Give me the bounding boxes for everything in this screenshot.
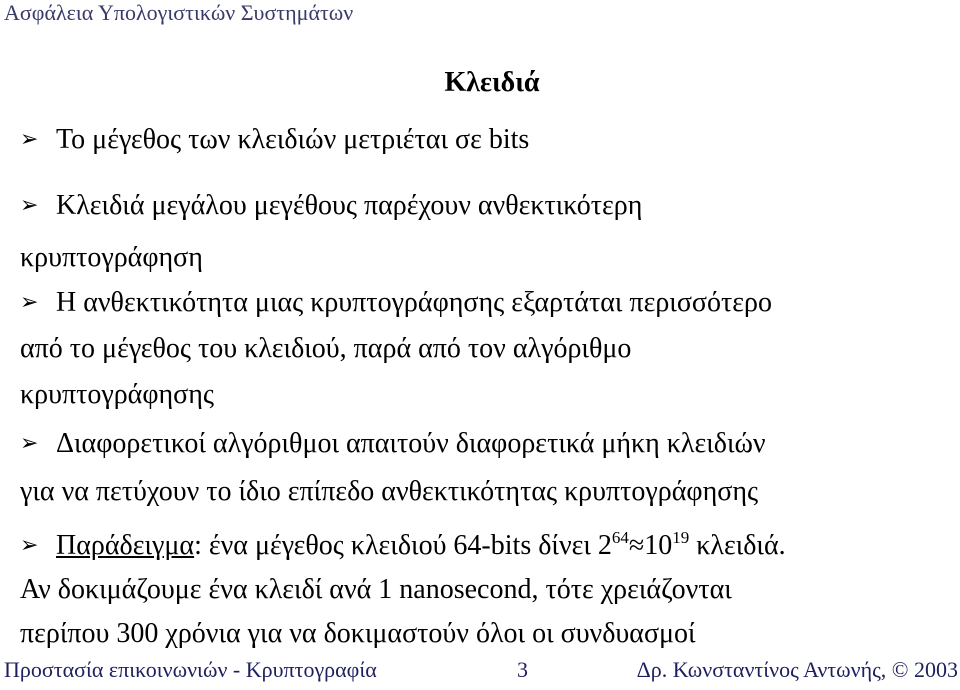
arrowhead-bullet-icon: ➢ xyxy=(20,431,39,456)
course-header: Ασφάλεια Υπολογιστικών Συστημάτων xyxy=(4,0,354,25)
bullet-item-3 xyxy=(20,280,950,418)
bullet-line: για να πετύχουν το ίδιο επίπεδο ανθεκτικότητας κρυπτογράφησης xyxy=(20,476,759,507)
bullet-line: από το μέγεθος του κλειδιού, παρά από τον αλγόριθμο xyxy=(20,333,632,364)
bullet-line: περίπου 300 χρόνια για να δοκιμαστούν όλοι οι συνδυασμοί xyxy=(20,618,696,649)
bullet-line: κρυπτογράφηση xyxy=(20,242,203,273)
arrowhead-bullet-icon: ➢ xyxy=(20,290,39,315)
example-text-end: κλειδιά. xyxy=(689,530,786,561)
bullet-line: Αν δοκιμάζουμε ένα κλειδί ανά 1 nanosecond, τότε χρειάζονται xyxy=(20,574,732,605)
slide-title xyxy=(0,66,960,100)
bullet-item-1 xyxy=(20,114,950,166)
footer-author: Δρ. Κωνσταντίνος Αντωνής, © 2003 xyxy=(636,657,958,682)
example-text: : ένα μέγεθος κλειδιού 64-bits δίνει 2 xyxy=(194,530,612,561)
slide-title-text: Κλειδιά xyxy=(444,67,540,98)
arrowhead-bullet-icon: ➢ xyxy=(20,533,39,558)
bullet-line: Η ανθεκτικότητα μιας κρυπτογράφησης εξαρτάται περισσότερο xyxy=(56,287,772,318)
exponent: 19 xyxy=(672,528,690,547)
bullet-item-example xyxy=(20,524,950,656)
bullet-line: Κλειδιά μεγάλου μεγέθους παρέχουν ανθεκτικότερη xyxy=(56,190,643,221)
exponent: 64 xyxy=(611,528,629,547)
arrowhead-bullet-icon: ➢ xyxy=(20,127,39,152)
bullet-line: Διαφορετικοί αλγόριθμοι απαιτούν διαφορετικά μήκη κλειδιών xyxy=(56,428,766,459)
example-label: Παράδειγμα xyxy=(56,530,195,561)
arrowhead-bullet-icon: ➢ xyxy=(20,193,39,218)
power-base: 10 xyxy=(644,530,673,561)
footer-course-title: Προστασία επικοινωνιών - Κρυπτογραφία xyxy=(4,657,377,682)
bullet-line: Το μέγεθος των κλειδιών μετριέται σε bits xyxy=(56,124,530,155)
bullet-item-2 xyxy=(20,180,950,284)
page-number: 3 xyxy=(517,657,528,682)
bullet-line: κρυπτογράφησης xyxy=(20,379,214,410)
approx-symbol: ≈ xyxy=(628,530,645,561)
slide-footer xyxy=(0,656,960,686)
bullet-item-4 xyxy=(20,420,950,516)
